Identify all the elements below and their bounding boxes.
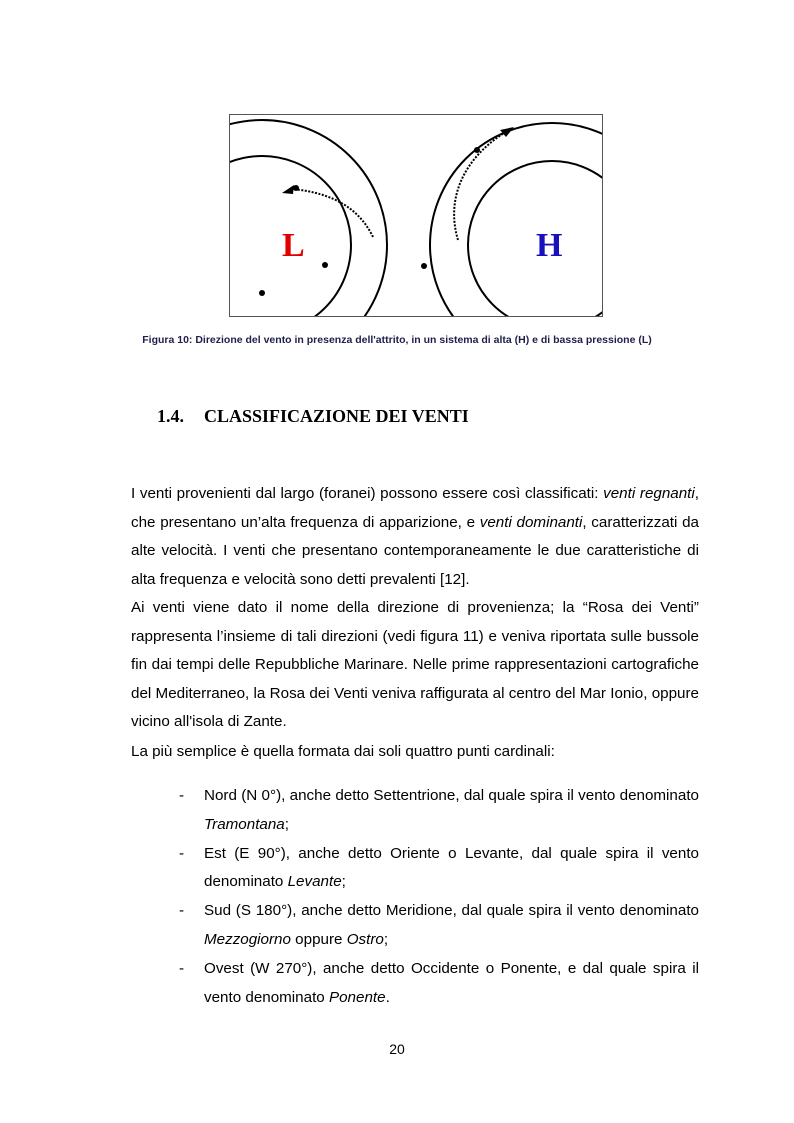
low-isobar-outer xyxy=(230,120,387,316)
list-dash: - xyxy=(179,844,185,862)
list-dash: - xyxy=(179,959,185,977)
paragraph1-text-3: , caratterizzati da alte velocità. I venti che presentano contemporaneamente le due caratteristiche di alta frequenza e velocità sono detti prevalenti [12]. xyxy=(131,513,699,588)
section-title: CLASSIFICAZIONE DEI VENTI xyxy=(204,406,469,426)
list-dash: - xyxy=(179,787,185,804)
high-wind-dot xyxy=(474,147,480,153)
midpoint-dot xyxy=(421,263,427,269)
page-number: 20 xyxy=(389,1041,405,1057)
high-isobar-inner xyxy=(468,161,602,316)
cardinal-points-list xyxy=(0,782,794,1012)
label-low: L xyxy=(282,227,305,264)
paragraph-punti-cardinali: La più semplice è quella formata dai soli quattro punti cardinali: xyxy=(131,743,555,760)
figure-wind-friction xyxy=(229,114,603,317)
paragraph1-text-1: I venti provenienti dal largo (foranei) possono essere così classificati: xyxy=(131,485,604,502)
high-wind-arrowhead xyxy=(500,127,514,137)
paragraph1-text-2: , che presentano un’alta frequenza di apparizione, e xyxy=(131,485,700,531)
list-dash: - xyxy=(179,902,185,920)
list-item-ovest xyxy=(179,955,699,1013)
section-heading xyxy=(157,406,469,427)
term-venti-dominanti: venti dominanti xyxy=(479,513,583,531)
high-isobar-outer xyxy=(430,123,602,316)
edge-dot xyxy=(259,290,265,296)
figure-diagram xyxy=(230,115,602,316)
list-item-tail: . xyxy=(385,988,390,1006)
list-item-tail: ; xyxy=(383,930,389,948)
list-item-text: Est (E 90°), anche detto Oriente o Levante, dal quale spira il vento denominato xyxy=(204,844,699,891)
list-item-mid: oppure xyxy=(290,930,347,948)
list-item-text: Sud (S 180°), anche detto Meridione, dal quale spira il vento denominato xyxy=(204,902,699,920)
wind-name: Levante xyxy=(287,873,342,891)
paragraph-rosa-dei-venti: Ai venti viene dato il nome della direzione di provenienza; la “Rosa dei Venti” rappresenta l’insieme di tali direzioni (vedi figura 11) e veniva riportata sulle bussole fin dai tempi delle Repubbliche Marinare. Nelle prime rappresentazioni cartografiche del Mediterraneo, la Rosa dei Venti veniva raffigurata al centro del Mar Ionio, oppure vicino all'isola di Zante. xyxy=(131,599,699,730)
section-number: 1.4. xyxy=(157,406,184,426)
list-item-tail: ; xyxy=(341,873,346,891)
figure-caption: Figura 10: Direzione del vento in presenza dell'attrito, in un sistema di alta (H) e di bassa pressione (L) xyxy=(142,334,652,346)
low-wind-arrowhead xyxy=(282,185,294,194)
list-item-nord xyxy=(179,782,699,840)
list-item-sud xyxy=(179,897,699,955)
list-item-text: Ovest (W 270°), anche detto Occidente o Ponente, e dal quale spira il vento denominato xyxy=(204,959,699,1006)
low-center-dot xyxy=(322,262,328,268)
list-item-text: Nord (N 0°), anche detto Settentrione, dal quale spira il vento denominato xyxy=(204,787,699,804)
wind-name: Ponente xyxy=(328,988,386,1006)
term-venti-regnanti: venti regnanti xyxy=(603,485,695,502)
list-item-tail: ; xyxy=(284,815,289,833)
label-high: H xyxy=(536,227,563,264)
wind-name: Tramontana xyxy=(204,815,285,833)
wind-name: Mezzogiorno xyxy=(204,930,291,948)
paragraph-classification xyxy=(131,480,699,594)
list-item-est xyxy=(179,840,699,898)
wind-name-alt: Ostro xyxy=(346,930,384,948)
